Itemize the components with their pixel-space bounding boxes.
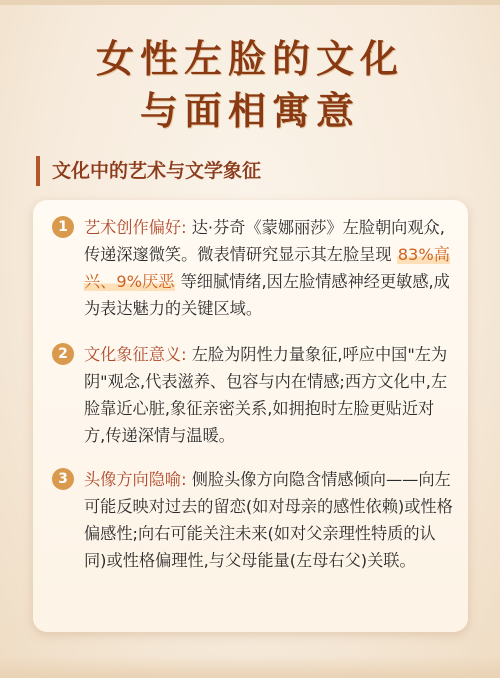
page-title-line-1: 女性左脸的文化: [95, 37, 404, 81]
bottom-edge-decoration: [0, 656, 500, 678]
list-item-text: [56, 466, 454, 574]
section-heading: 文化中的艺术与文学象征: [36, 156, 261, 186]
number-badge: 2: [52, 343, 74, 365]
list-item-text: [56, 214, 454, 322]
item-body-end: 等细腻情绪,因左脸情感神经更敏感,成为表达魅力的关键区域。: [84, 272, 450, 318]
number-badge: 1: [52, 216, 74, 238]
page-title-line-2: 与面相寓意: [139, 89, 360, 133]
item-label: 文化象征意义:: [84, 345, 187, 364]
item-label: 头像方向隐喻:: [84, 470, 187, 489]
list-item: [56, 466, 454, 574]
list-item: [56, 341, 454, 449]
list-item-text: [56, 341, 454, 449]
highlight-stat: 83%高兴、9%厌恶: [84, 245, 450, 291]
list-item: [56, 214, 454, 322]
item-label: 艺术创作偏好:: [84, 218, 187, 237]
number-badge: 3: [52, 468, 74, 490]
item-body: 左脸为阴性力量象征,呼应中国"左为阴"观念,代表滋养、包容与内在情感;西方文化中,左脸靠近心脏,象征亲密关系,如拥抱时左脸更贴近对方,传递深情与温暖。: [84, 345, 448, 445]
top-edge-decoration: [0, 0, 500, 5]
item-body: 侧脸头像方向隐含情感倾向——向左可能反映对过去的留恋(如对母亲的感性依赖)或性格偏感性;向右可能关注未来(如对父亲理性特质的认同)或性格偏理性,与父母能量(左母右父)关联。: [84, 470, 453, 570]
item-body-start: 达·芬奇《蒙娜丽莎》左脸朝向观众,传递深邃微笑。微表情研究显示其左脸呈现: [84, 218, 445, 264]
